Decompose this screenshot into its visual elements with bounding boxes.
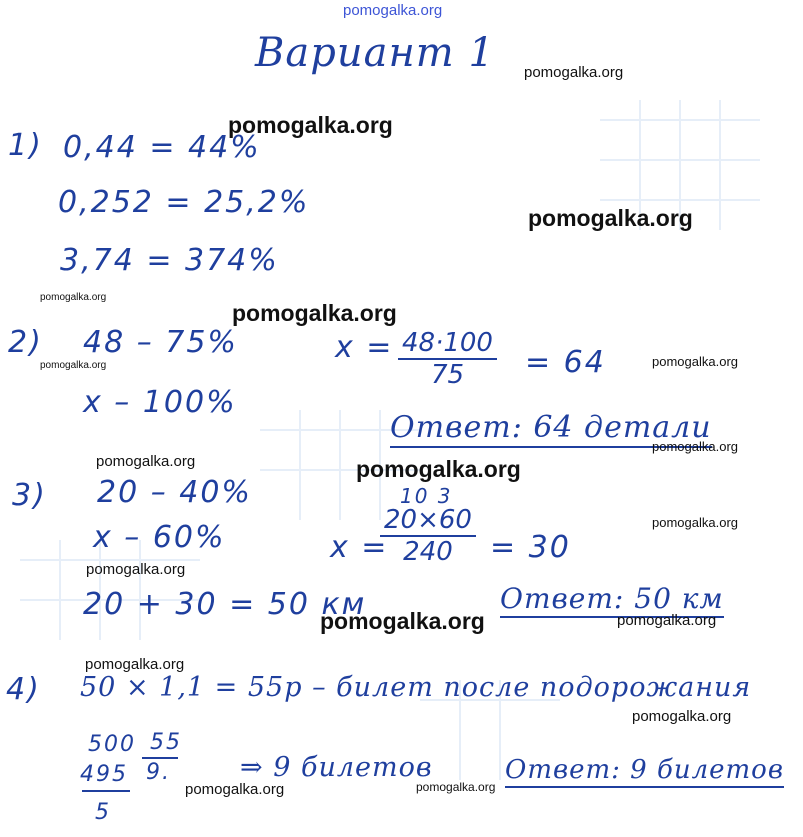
task3-row-2: x – 60%	[93, 520, 226, 555]
task4-quotient: 9.	[146, 760, 171, 785]
site-link[interactable]: pomogalka.org	[343, 2, 443, 19]
task1-number: 1)	[8, 128, 43, 163]
watermark: pomogalka.org	[320, 608, 485, 634]
watermark: pomogalka.org	[96, 453, 196, 470]
task2-numerator: 48·100	[398, 328, 497, 360]
watermark: pomogalka.org	[40, 360, 107, 371]
task3-x-equals: x =	[330, 530, 389, 565]
task4-answer: Ответ: 9 билетов	[505, 755, 784, 788]
watermark: pomogalka.org	[356, 456, 521, 482]
task3-numerator: 20×60	[380, 505, 476, 537]
task4-divisor-line	[142, 757, 178, 759]
task4-dividend: 500	[88, 732, 136, 757]
watermark: pomogalka.org	[652, 354, 738, 369]
watermark: pomogalka.org	[40, 292, 107, 303]
task3-cancel-top: 10 3	[400, 484, 453, 508]
task4-line-1: 50 × 1,1 = 55р – билет после подорожания	[80, 672, 752, 703]
watermark: pomogalka.org	[416, 780, 496, 794]
page-title: Вариант 1	[255, 30, 495, 76]
task3-fraction	[380, 505, 476, 567]
watermark: pomogalka.org	[652, 515, 738, 530]
watermark: pomogalka.org	[528, 205, 693, 231]
task1-line-1: 0,44 = 44%	[63, 130, 261, 165]
task3-denominator: 240	[403, 537, 453, 567]
watermark: pomogalka.org	[524, 64, 624, 81]
task3-number: 3)	[12, 478, 47, 513]
task4-subtract-line	[82, 790, 130, 792]
task3-answer: Ответ: 50 км	[500, 582, 724, 618]
watermark: pomogalka.org	[185, 781, 285, 798]
watermark: pomogalka.org	[617, 612, 717, 629]
task2-number: 2)	[8, 325, 43, 360]
task3-sum: 20 + 30 = 50 км	[83, 587, 367, 622]
task1-line-2: 0,252 = 25,2%	[58, 185, 310, 220]
task4-remainder: 5	[95, 800, 111, 825]
task2-row-2: x – 100%	[83, 385, 237, 420]
watermark: pomogalka.org	[228, 112, 393, 138]
task1-line-3: 3,74 = 374%	[60, 243, 279, 278]
watermark: pomogalka.org	[232, 300, 397, 326]
task2-fraction	[398, 328, 497, 390]
task2-row-1: 48 – 75%	[83, 325, 238, 360]
task3-result: = 30	[490, 530, 571, 565]
task4-divisor: 55	[150, 730, 182, 755]
task2-answer: Ответ: 64 детали	[390, 410, 712, 448]
watermark: pomogalka.org	[632, 708, 732, 725]
task2-denominator: 75	[430, 360, 465, 390]
task2-result: = 64	[525, 345, 606, 380]
task4-implies: ⇒ 9 билетов	[240, 752, 433, 783]
watermark: pomogalka.org	[86, 561, 186, 578]
task4-subtrahend: 495	[80, 762, 128, 787]
task4-number: 4)	[6, 672, 41, 707]
task3-row-1: 20 – 40%	[97, 475, 252, 510]
task2-x-equals: x =	[335, 330, 394, 365]
watermark: pomogalka.org	[85, 656, 185, 673]
watermark: pomogalka.org	[652, 439, 738, 454]
